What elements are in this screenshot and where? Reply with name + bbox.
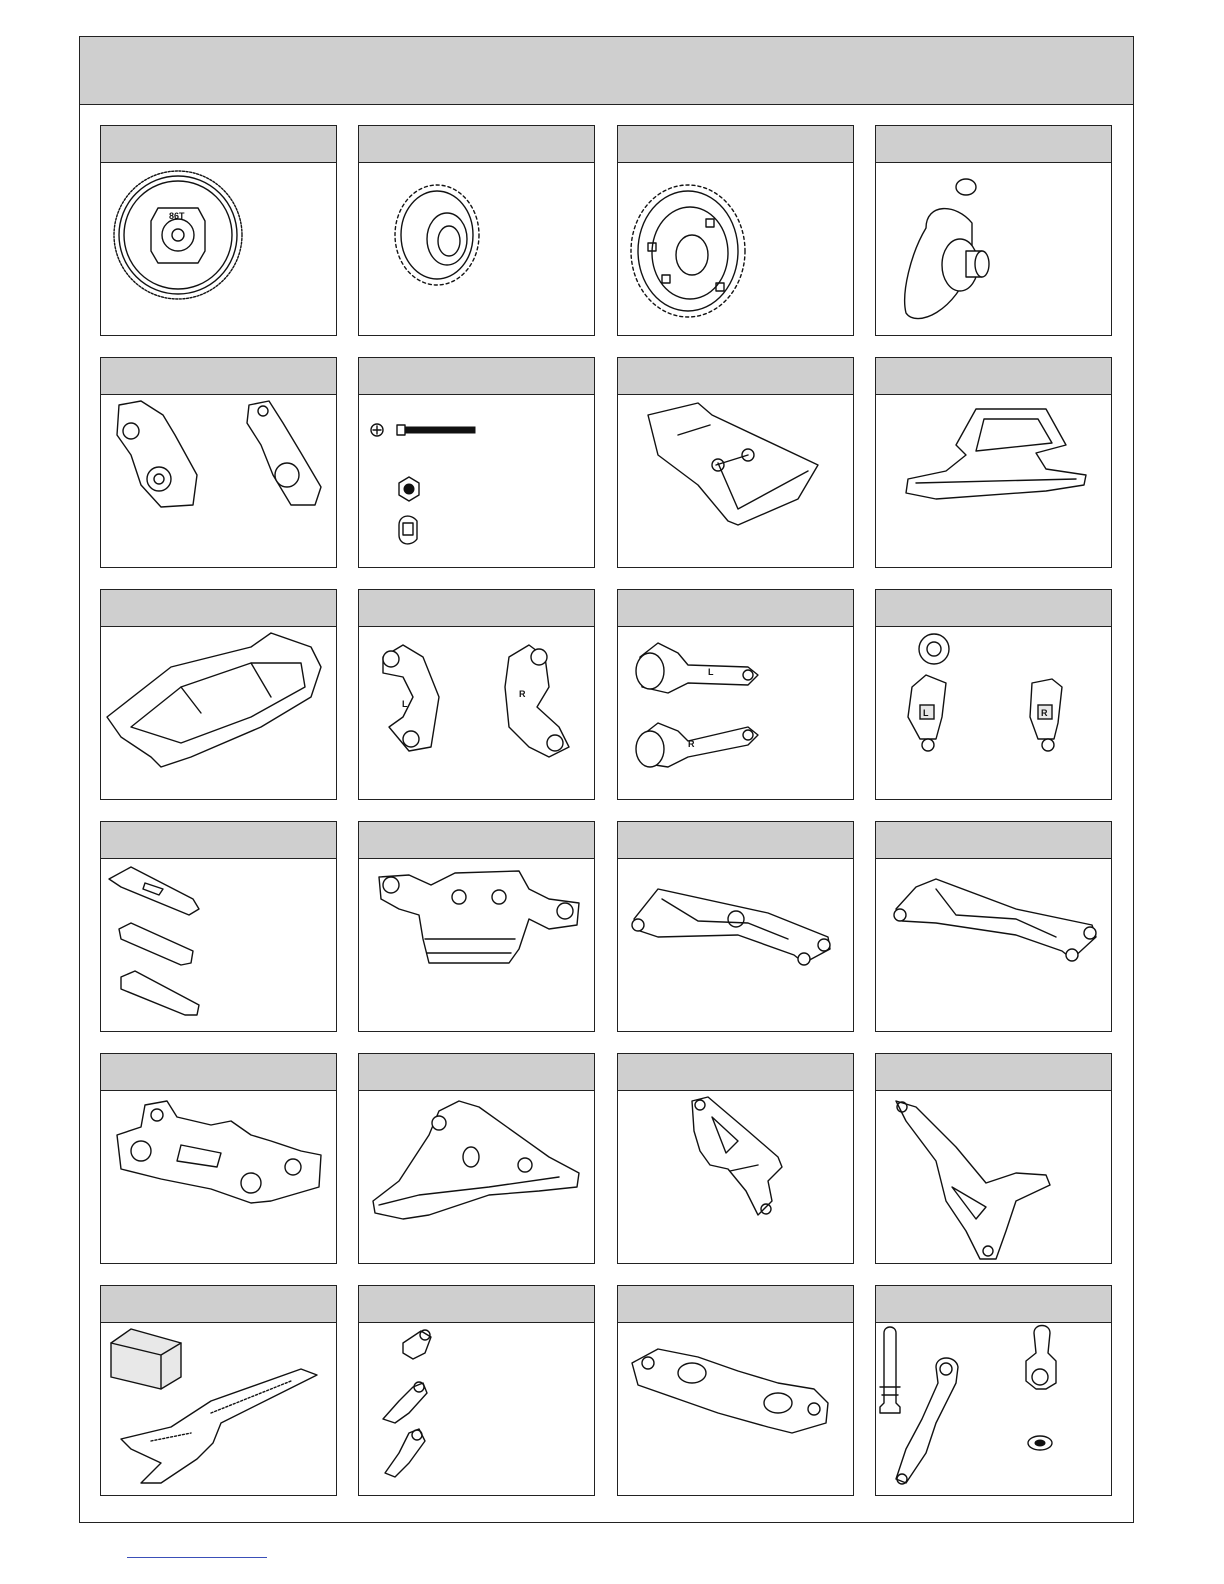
part-cell-steering-rack [617, 1285, 854, 1496]
rear-hub-carriers-drawing [876, 627, 1111, 799]
top-gear-drawing [618, 163, 853, 335]
front-bumper-drawing [359, 1091, 594, 1263]
svg-text:R: R [1041, 708, 1048, 718]
part-cell-header [876, 126, 1111, 163]
rear-suspension-arm-drawing [876, 859, 1111, 1031]
svg-text:L: L [708, 667, 714, 677]
part-cell-header [101, 126, 336, 163]
body-posts-drawing [876, 1323, 1111, 1495]
suspension-mounts-drawing [101, 859, 336, 1031]
part-cell-header [618, 590, 853, 627]
chassis-tub-drawing [101, 627, 336, 799]
front-suspension-arm-drawing [618, 859, 853, 1031]
part-cell-header [359, 1286, 594, 1323]
c-hubs-drawing [359, 627, 594, 799]
part-cell-header [876, 822, 1111, 859]
part-cell-header [101, 590, 336, 627]
part-cell-header [359, 358, 594, 395]
part-cell-spur-gear [100, 125, 337, 336]
part-cell-header [618, 126, 853, 163]
part-cell-rear-skid-plate [875, 357, 1112, 568]
idler-gear-drawing [359, 163, 594, 335]
part-cell-header [359, 1054, 594, 1091]
part-cell-header [618, 1286, 853, 1323]
part-cell-top-gear [617, 125, 854, 336]
part-cell-body-posts [875, 1285, 1112, 1496]
svg-text:R: R [519, 689, 526, 699]
rear-bulkhead-drawing [101, 1091, 336, 1263]
part-cell-header [359, 822, 594, 859]
part-cell-header [101, 1286, 336, 1323]
part-cell-header [876, 1054, 1111, 1091]
front-shock-tower-drawing [618, 1091, 853, 1263]
part-cell-steering-bellcranks [358, 1285, 595, 1496]
part-cell-slipper-clutch [875, 125, 1112, 336]
svg-text:L: L [923, 708, 929, 718]
steering-rack-drawing [618, 1323, 853, 1495]
part-cell-header [101, 1054, 336, 1091]
part-cell-header [359, 590, 594, 627]
part-cell-header [876, 358, 1111, 395]
screw-nut-set-drawing [359, 395, 594, 567]
footer-link-underline [127, 1557, 267, 1558]
part-cell-header [359, 126, 594, 163]
steering-bellcranks-drawing [359, 1323, 594, 1495]
part-cell-gearbox-housing [100, 357, 337, 568]
part-cell-front-bulkhead-plate [617, 357, 854, 568]
part-cell-rear-suspension-arm [875, 821, 1112, 1032]
part-cell-suspension-mounts [100, 821, 337, 1032]
svg-text:R: R [688, 739, 695, 749]
part-cell-front-shock-tower [617, 1053, 854, 1264]
part-cell-header [618, 358, 853, 395]
part-cell-header [876, 1286, 1111, 1323]
part-cell-screw-nut-set [358, 357, 595, 568]
spur-gear-drawing [101, 163, 336, 335]
part-cell-idler-gear [358, 125, 595, 336]
part-cell-header [876, 590, 1111, 627]
battery-strap-drawing [101, 1323, 336, 1495]
part-cell-steering-knuckles [617, 589, 854, 800]
front-bulkhead-drawing [359, 859, 594, 1031]
part-cell-chassis-tub [100, 589, 337, 800]
part-cell-rear-bulkhead [100, 1053, 337, 1264]
rear-shock-tower-drawing [876, 1091, 1111, 1263]
part-cell-header [101, 358, 336, 395]
front-bulkhead-plate-drawing [618, 395, 853, 567]
part-cell-front-bumper [358, 1053, 595, 1264]
part-cell-header [618, 1054, 853, 1091]
steering-knuckles-drawing [618, 627, 853, 799]
part-cell-header [618, 822, 853, 859]
part-cell-rear-hub-carriers [875, 589, 1112, 800]
gear-tooth-count: 86T [169, 211, 185, 221]
slipper-clutch-drawing [876, 163, 1111, 335]
sheet-header [80, 37, 1133, 105]
part-cell-battery-strap [100, 1285, 337, 1496]
part-cell-front-suspension-arm [617, 821, 854, 1032]
gearbox-housing-drawing [101, 395, 336, 567]
part-cell-c-hubs [358, 589, 595, 800]
part-cell-header [101, 822, 336, 859]
part-cell-front-bulkhead [358, 821, 595, 1032]
svg-text:L: L [402, 699, 408, 709]
part-cell-rear-shock-tower [875, 1053, 1112, 1264]
rear-skid-plate-drawing [876, 395, 1111, 567]
